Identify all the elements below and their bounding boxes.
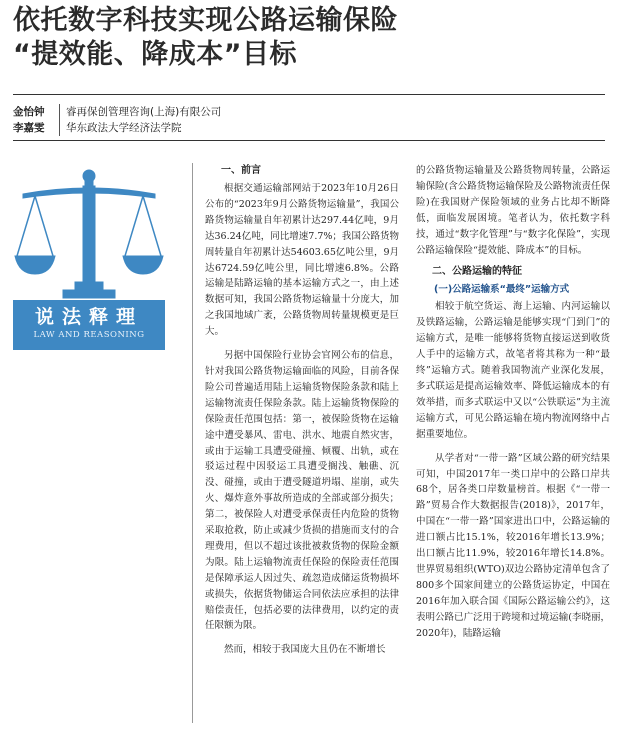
author-row bbox=[13, 120, 613, 136]
header-rule-bottom bbox=[13, 140, 605, 141]
author-block bbox=[13, 104, 613, 136]
title-line-1: 依托数字科技实现公路运输保险 bbox=[13, 5, 398, 36]
column-logo bbox=[13, 164, 165, 354]
paragraph: 另据中国保险行业协会官网公布的信息，针对我国公路货物运输面临的风险，目前各保险公司普遍适用陆上运输货物保险条款和陆上运输物流责任保险条款。陆上运输货物保险的保险责任范围包括：第一，被保险货物在运输途中遭受暴风、雷电、洪水、地震自然灾害，或由于运输工具遭受碰撞、倾覆、出轨，或在驳运过程中因驳运工具遭受搁浅、触礁、沉没、碰撞，或由于遭受隧道坍塌、崖崩，或失火、爆炸意外事故所造成的全部或部分损失；第二，被保险人对遭受承保责任内危险的货物采取抢救，防止或减少货损的措施而支付的合理费用，但以不超过该批被救货物的保险金额为限。陆上运输物流责任保险的保险责任范围是保障承运人因过失、疏忽造成储运货物损坏或损失，依据货物储运合同依法应承担的法律赔偿责任，包括必要的法律费用，以约定的责任限额为限。 bbox=[205, 350, 399, 632]
author-name: 金怡钟 bbox=[13, 104, 60, 120]
article-title bbox=[13, 4, 613, 72]
author-row bbox=[13, 104, 613, 120]
author-name: 李嘉雯 bbox=[13, 120, 60, 136]
author-affiliation: 华东政法大学经济法学院 bbox=[66, 122, 182, 134]
paragraph: 相较于航空货运、海上运输、内河运输以及铁路运输，公路运输是能够实现“门到门”的运输方式，是唯一能够将货物直接运送到收货人手中的运输方式，故笔者将其称为一种“最终”运输方式。随着我国物流产业深化发展，多式联运是提高运输效率、降低运输成本的有效举措，而多式联运中又以“公铁联运”为主流运输方式，可见公路运输在境内物流网络中占据重要地位。 bbox=[416, 301, 610, 440]
author-affiliation: 睿再保创管理咨询(上海)有限公司 bbox=[66, 106, 222, 118]
text-column-1 bbox=[205, 163, 399, 658]
paragraph: 然而，相较于我国庞大且仍在不断增长 bbox=[224, 644, 386, 656]
paragraph: 根据交通运输部网站于2023年10月26日公布的“2023年9月公路货物运输量”，我国公路货物运输量自年初累计达297.44亿吨，9月达36.24亿吨，同比增速7.7%；我国公路货物周转量自年初累计达54603.65亿吨公里，9月达6724.59亿吨公里，同比增速6.8%。公路运输是陆路运输的基本运输方式之一，由上述数据可知，我国公路货物运输量十分庞大，加之我国地域广袤，公路货物周转量规模更是巨大。 bbox=[205, 183, 399, 338]
logo-english-text: LAW AND REASONING bbox=[33, 330, 145, 340]
logo-chinese-text: 说法释理 bbox=[34, 306, 143, 328]
paragraph: 的公路货物运输量及公路货物周转量，公路运输保险(含公路货物运输保险及公路物流责任保险)在我国财产保险领域的业务占比却不断降低，面临发展困境。笔者认为，依托数字科技，通过“数字化管理”与“数字化保险”，实现公路运输保险“提效能、降成本”的目标。 bbox=[416, 165, 610, 256]
section-heading: 二、公路运输的特征 bbox=[432, 266, 522, 278]
text-column-2 bbox=[416, 163, 610, 641]
paragraph: 从学者对“一带一路”区域公路的研究结果可知，中国2017年一类口岸中的公路口岸共68个，居各类口岸数量榜首。根据《“一带一路”贸易合作大数据报告(2018)》，2017年，中国在“一带一路”国家进出口中，公路运输的进口额占比15.1%，较2016年增长13.9%；出口额占比11.9%，较2016年增长14.8%。世界贸易组织(WTO)双边公路协定清单包含了800多个国家间建立的公路货运协定，中国在2016年加入联合国《国际公路运输公约》，这表明公路已广泛用于跨境和过境运输(李晓丽，2020年)，陆路运输 bbox=[416, 452, 610, 639]
scales-of-justice-icon bbox=[13, 164, 165, 304]
header-rule-top bbox=[13, 94, 605, 95]
title-line-2: “提效能、降成本”目标 bbox=[13, 39, 297, 70]
section-heading: 一、前言 bbox=[221, 165, 261, 176]
subsection-heading: (一)公路运输系“最终”运输方式 bbox=[434, 284, 570, 296]
column-divider bbox=[192, 163, 193, 723]
